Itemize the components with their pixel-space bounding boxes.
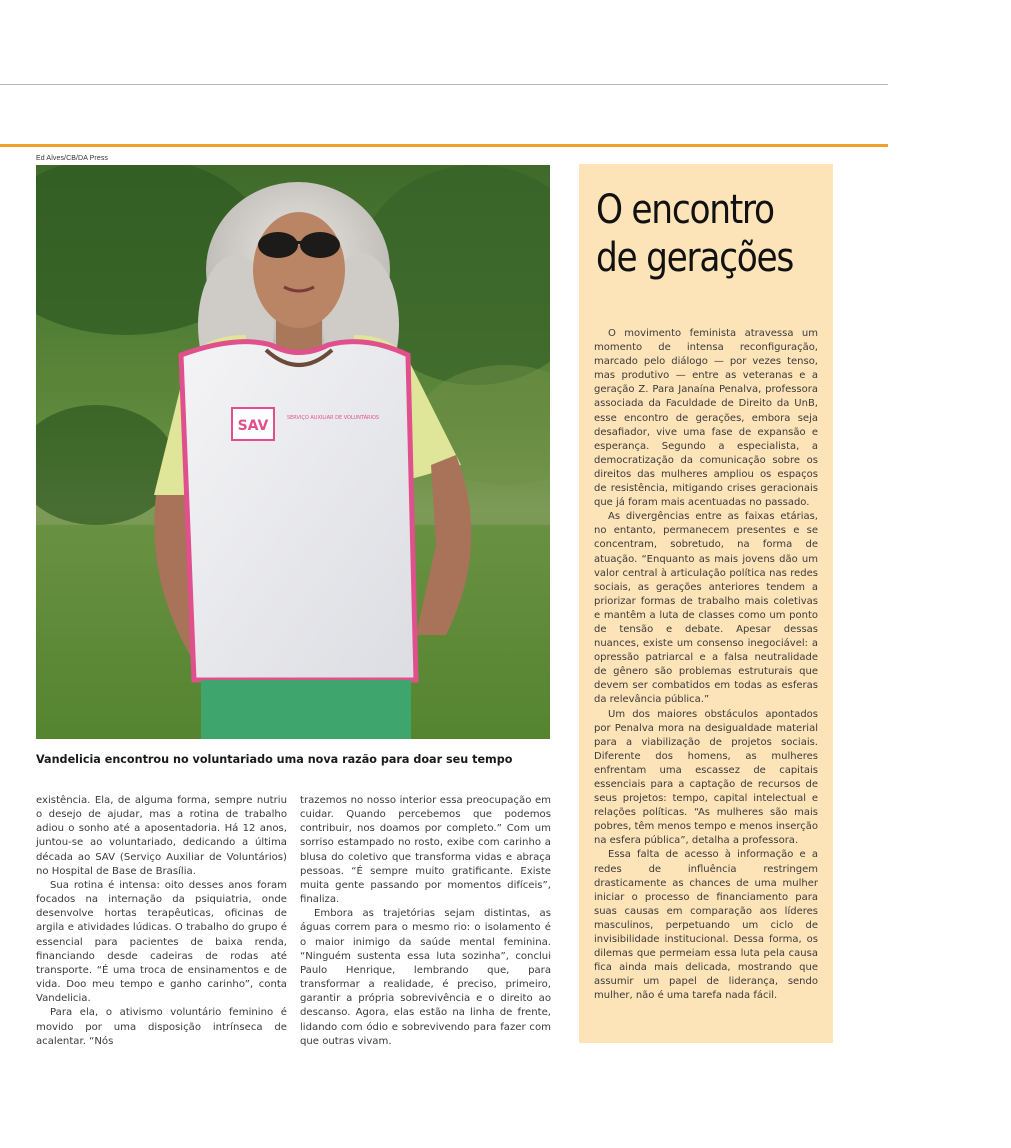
top-rule	[0, 84, 888, 85]
sidebar-paragraph: Um dos maiores obstáculos apontados por Penalva mora na desigualdade material para a viabilização de projetos sociais. Diferente dos homens, as mulheres enfrentam uma escassez de capitais essenciais para a captação de recursos de seus projetos: tempo, capital intelectual e relações políticas. “As mulheres são mais pobres, têm menos tempo e menos inserção na esfera pública”, detalha a professora.	[594, 708, 818, 847]
sidebar-title	[596, 186, 794, 282]
article-paragraph: Para ela, o ativismo voluntário feminino é movido por uma disposição intrínseca de acalentar. “Nós	[36, 1007, 287, 1047]
sidebar-paragraph: Essa falta de acesso à informação e a redes de influência restringem drasticamente as chances de uma mulher iniciar o processo de financiamento para suas causas em comparação aos líderes masculinos, perpetuando um ciclo de invisibilidade institucional. Dessa forma, os dilemas que permeiam essa luta pela causa fica ainda mais delicada, mostrando que assumir um papel de liderança, sendo mulher, não é uma tarefa nada fácil.	[594, 849, 818, 1002]
feature-photo	[36, 165, 550, 739]
sidebar-paragraph: O movimento feminista atravessa um momento de intensa reconfiguração, marcado pelo diálogo — por vezes tenso, mas produtivo — entre as veteranas e a geração Z. Para Janaína Penalva, professora associada da Faculdade de Direito da UnB, esse encontro de gerações, embora seja desafiador, vive uma fase de expansão e esperança. Segundo a especialista, a democratização da comunicação sobre os direitos das mulheres ampliou os espaços de resistência, mitigando crises geracionais que já foram mais acentuadas no passado.	[594, 328, 818, 509]
sidebar-title-line: de gerações	[596, 235, 794, 281]
sidebar-title-line: O encontro	[596, 187, 774, 233]
article-paragraph: existência. Ela, de alguma forma, sempre nutriu o desejo de ajudar, mas a rotina de trabalho adiou o sonho até a aposentadoria. Há 12 anos, juntou-se ao voluntariado, dedicando a última década ao SAV (Serviço Auxiliar de Voluntários) no Hospital de Base de Brasília.	[36, 795, 287, 877]
article-paragraph: Embora as trajetórias sejam distintas, as águas correm para o mesmo rio: o isolamento é o maior inimigo da saúde mental feminina. “Ninguém sustenta essa luta sozinha”, conclui Paulo Henrique, lembrando que, para transformar a realidade, é preciso, primeiro, garantir a própria sobrevivência e o direito ao descanso. Agora, elas estão na linha de frente, lidando com ódio e sobrevivendo para fazer com que outras vivam.	[300, 908, 551, 1047]
section-accent-rule	[0, 144, 888, 147]
vest-logo-text: SAV	[237, 418, 269, 434]
photo-caption: Vandelicia encontrou no voluntariado uma nova razão para doar seu tempo	[36, 753, 513, 766]
article-right-column	[300, 794, 551, 1049]
article-paragraph: Sua rotina é intensa: oito desses anos foram focados na internação da psiquiatria, onde desenvolve hortas terapêuticas, oficinas de argila e atividades lúdicas. O trabalho do grupo é essencial para pacientes de baixa renda, financiando desde cadeiras de rodas até transporte. “É uma troca de ensinamentos e de vida. Doo meu tempo e ganho carinho”, conta Vandelicia.	[36, 879, 287, 1005]
sidebar-body	[594, 327, 818, 1004]
volunteer-portrait-illustration	[36, 165, 550, 739]
article-paragraph: trazemos no nosso interior essa preocupação em cuidar. Quando percebemos que podemos contribuir, nos doamos por completo.” Com um sorriso estampado no rosto, exibe com carinho a blusa do coletivo que transforma vidas e abraça pessoas. “É sempre muito gratificante. Existe muita gente passando por momentos difíceis”, finaliza.	[300, 795, 551, 906]
vest-print-text: SERVIÇO AUXILIAR DE VOLUNTÁRIOS	[286, 415, 380, 421]
photo-credit: Ed Alves/CB/DA Press	[36, 155, 109, 162]
sidebar-box	[579, 164, 833, 1043]
sidebar-paragraph: As divergências entre as faixas etárias, no entanto, permanecem presentes e se concentram, sobretudo, na forma de atuação. “Enquanto as mais jovens dão um valor central à articulação política nas redes sociais, as gerações anteriores tendem a priorizar formas de trabalho mais coletivas e mantêm a luta de classes como um ponto de tensão e debate. Apesar dessas nuances, existe um consenso inegociável: a opressão patriarcal e a falsa neutralidade de gênero são problemas estruturais que devem ser combatidos em todas as esferas da relevância pública.”	[594, 511, 818, 706]
article-left-column	[36, 794, 287, 1049]
